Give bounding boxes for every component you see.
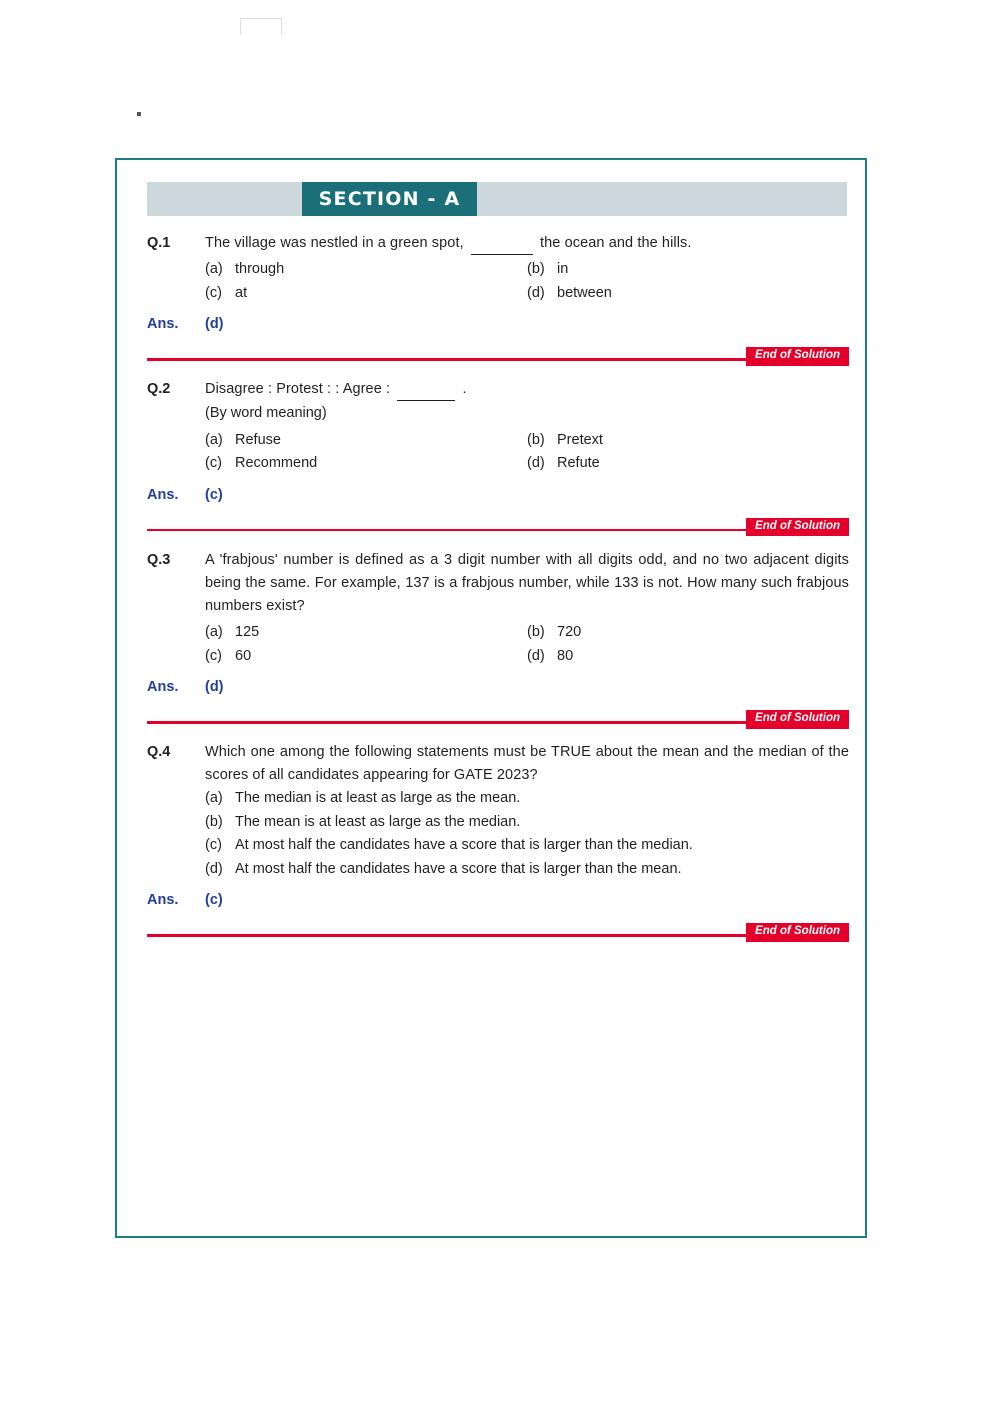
- option-a: [205, 787, 849, 810]
- answer-row: [147, 487, 849, 503]
- answer-value: (d): [205, 679, 224, 696]
- option-text: At most half the candidates have a score that is larger than the mean.: [235, 860, 682, 877]
- fill-in-blank: [397, 388, 455, 401]
- option-label: (c): [205, 284, 222, 301]
- option-text: Refuse: [235, 431, 281, 448]
- question-text-after-blank: .: [462, 381, 467, 398]
- section-header-bar: [147, 182, 847, 216]
- end-of-solution-divider: [147, 515, 849, 545]
- option-d: [527, 452, 849, 475]
- option-c: [205, 834, 849, 857]
- question-text-after-blank: the ocean and the hills.: [540, 235, 692, 251]
- question-block-4: [147, 741, 849, 950]
- question-number: Q.2: [147, 381, 171, 398]
- option-text: at: [235, 284, 248, 301]
- question-text: Which one among the following statements must be TRUE about the mean and the median of the scores of all candidates appearing for GATE 2023?: [205, 744, 849, 784]
- answer-value: (d): [205, 316, 224, 333]
- end-of-solution-divider: [147, 707, 849, 737]
- option-label: (d): [205, 860, 223, 877]
- option-b: [527, 258, 849, 281]
- option-text: Pretext: [557, 431, 603, 448]
- option-text: through: [235, 261, 285, 278]
- option-label: (c): [205, 647, 222, 664]
- divider-line: [147, 529, 849, 532]
- questions-container: [147, 232, 849, 954]
- option-text: Recommend: [235, 455, 318, 472]
- divider-line: [147, 358, 849, 361]
- option-label: (d): [527, 455, 545, 472]
- option-label: (a): [205, 624, 223, 641]
- options-grid: [205, 429, 849, 476]
- fill-in-blank: [471, 242, 533, 255]
- answer-value: (c): [205, 486, 223, 503]
- question-text: [205, 378, 849, 401]
- end-of-solution-tag: End of Solution: [746, 710, 849, 729]
- option-label: (c): [205, 455, 222, 472]
- option-text: The mean is at least as large as the median.: [235, 813, 521, 830]
- answer-label: Ans.: [147, 892, 179, 909]
- divider-line: [147, 721, 849, 724]
- answer-label: Ans.: [147, 316, 179, 333]
- option-text: At most half the candidates have a score that is larger than the median.: [235, 837, 693, 854]
- option-label: (c): [205, 837, 222, 854]
- answer-row: [147, 892, 849, 908]
- end-of-solution-tag: End of Solution: [746, 347, 849, 366]
- option-d: [527, 645, 849, 668]
- end-of-solution-divider: [147, 344, 849, 374]
- option-label: (b): [527, 261, 545, 278]
- option-c: [205, 282, 527, 305]
- option-b: [527, 621, 849, 644]
- end-of-solution-tag: End of Solution: [746, 518, 849, 537]
- question-number: Q.3: [147, 551, 171, 568]
- question-block-3: [147, 549, 849, 738]
- option-d: [205, 858, 849, 881]
- answer-value: (c): [205, 892, 223, 909]
- question-number: Q.1: [147, 235, 171, 251]
- option-b: [205, 811, 849, 834]
- option-a: [205, 258, 527, 281]
- option-a: [205, 621, 527, 644]
- option-text: 80: [557, 647, 574, 664]
- end-of-solution-tag: End of Solution: [746, 923, 849, 942]
- option-d: [527, 282, 849, 305]
- option-text: between: [557, 284, 612, 301]
- question-text: [205, 232, 849, 255]
- answer-label: Ans.: [147, 679, 179, 696]
- option-a: [205, 429, 527, 452]
- options-grid: [205, 258, 849, 305]
- question-subtext: (By word meaning): [205, 405, 327, 422]
- option-b: [527, 429, 849, 452]
- option-text: 125: [235, 624, 260, 641]
- option-text: 60: [235, 647, 252, 664]
- option-label: (b): [205, 813, 223, 830]
- answer-row: [147, 316, 849, 332]
- option-c: [205, 645, 527, 668]
- option-text: The median is at least as large as the mean.: [235, 790, 521, 807]
- option-c: [205, 452, 527, 475]
- option-label: (a): [205, 431, 223, 448]
- options-list: [205, 787, 849, 881]
- option-label: (d): [527, 284, 545, 301]
- options-grid: [205, 621, 849, 668]
- divider-line: [147, 934, 849, 937]
- question-text-before-blank: The village was nestled in a green spot,: [205, 235, 464, 251]
- option-label: (a): [205, 790, 223, 807]
- option-text: 720: [557, 624, 582, 641]
- answer-key-sheet: [115, 158, 867, 1238]
- question-text: A 'frabjous' number is defined as a 3 digit number with all digits odd, and no two adjacent digits being the same. For example, 137 is a frabjous number, while 133 is not. How many such frabjous numbers exist?: [205, 551, 849, 614]
- scan-artifact-dot: [137, 112, 141, 116]
- option-text: Refute: [557, 455, 600, 472]
- end-of-solution-divider: [147, 920, 849, 950]
- option-label: (b): [527, 431, 545, 448]
- option-label: (a): [205, 261, 223, 278]
- question-text-before-blank: Disagree : Protest : : Agree :: [205, 381, 391, 398]
- question-number: Q.4: [147, 744, 171, 761]
- answer-row: [147, 679, 849, 695]
- section-title: SECTION - A: [302, 182, 477, 216]
- option-text: in: [557, 261, 569, 278]
- answer-label: Ans.: [147, 486, 179, 503]
- option-label: (b): [527, 624, 545, 641]
- question-block-2: [147, 378, 849, 544]
- scan-artifact-top: [240, 18, 282, 35]
- option-label: (d): [527, 647, 545, 664]
- question-block-1: [147, 232, 849, 374]
